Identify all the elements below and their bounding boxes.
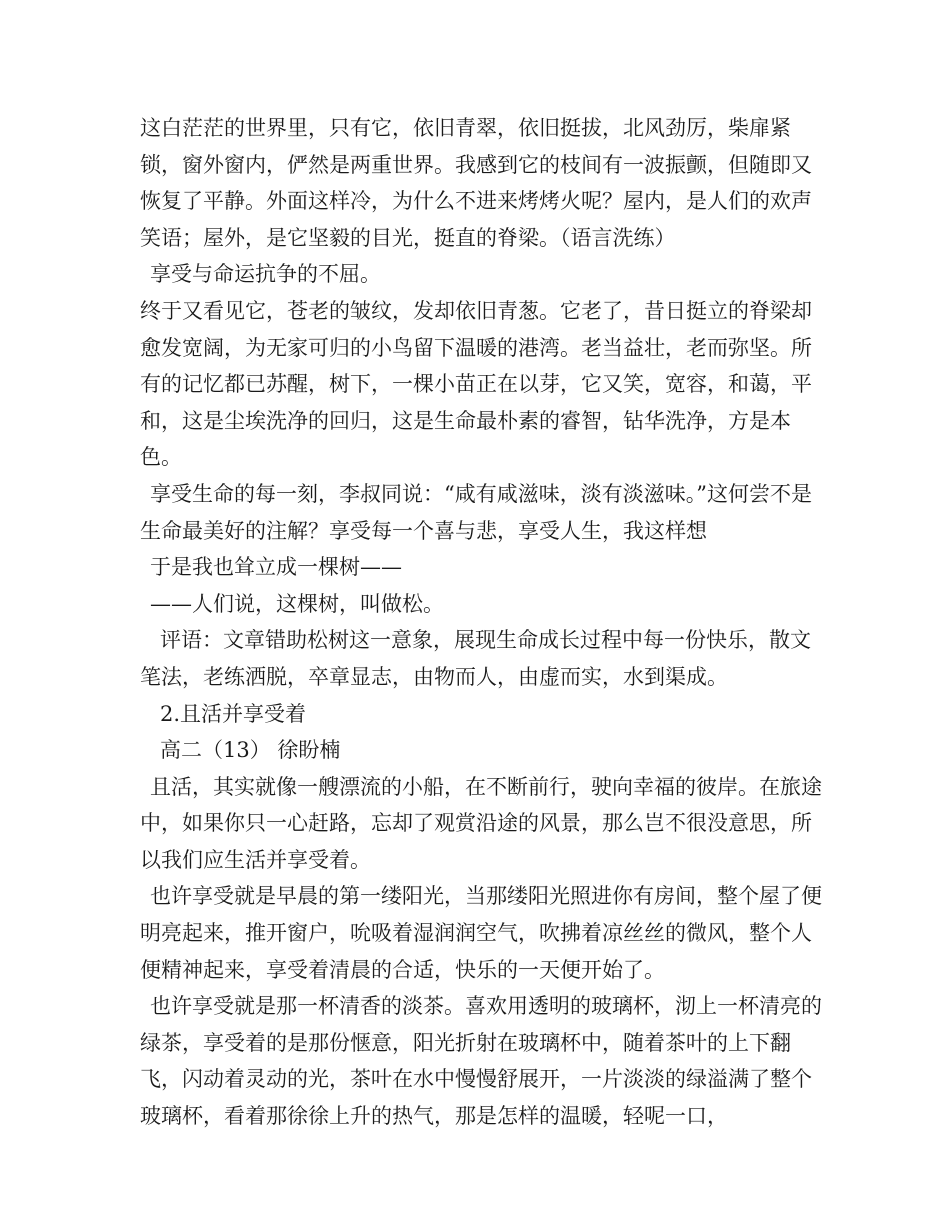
paragraph-boat: 且活，其实就像一艘漂流的小船，在不断前行，驶向幸福的彼岸。在旅途中，如果你只一心赶路，忘却了观赏沿途的风景，那么岂不很没意思，所以我们应生活并享受着。	[140, 774, 822, 872]
essay-title: 2.且活并享受着	[160, 701, 307, 726]
paragraph-tea: 也许享受就是那一杯清香的淡茶。喜欢用透明的玻璃杯，沏上一杯清亮的绿茶，享受着的是那份惬意，阳光折射在玻璃杯中，随着茶叶的上下翻飞，闪动着灵动的光，茶叶在水中慢慢舒展开，一片淡淡的绿溢满了整个玻璃杯，看着那徐徐上升的热气，那是怎样的温暖，轻呢一口，	[140, 994, 822, 1129]
paragraph-comment: 评语：文章错助松树这一意象，展现生命成长过程中每一份快乐，散文笔法，老练洒脱，卒章显志，由物而人，由虚而实，水到渠成。	[140, 628, 811, 689]
paragraph-heading-struggle: 享受与命运抗争的不屈。	[150, 262, 381, 287]
essay-author: 高二（13） 徐盼楠	[160, 738, 341, 763]
document-body	[140, 110, 830, 1135]
paragraph-li-shutong: 享受生命的每一刻，李叔同说：“咸有咸滋味，淡有淡滋味。”这何尝不是生命最美好的注解？享受每一个喜与悲，享受人生，我这样想	[140, 481, 812, 543]
paragraph-called-pine: ——人们说，这棵树，叫做松。	[150, 591, 444, 616]
paragraph-old-pine: 终于又看见它，苍老的皱纹，发却依旧青葱。它老了，昔日挺立的脊梁却愈发宽阔，为无家可归的小鸟留下温暖的港湾。老当益壮，老而弥坚。所有的记忆都已苏醒，树下，一棵小苗正在以芽，它又笑，宽容，和蔼，平和，这是尘埃洗净的回归，这是生命最朴素的睿智，钻华洗净，方是本色。	[140, 298, 812, 470]
paragraph-winter-pine: 这白茫茫的世界里，只有它，依旧青翠，依旧挺拔，北风劲厉，柴扉紧锁，窗外窗内，俨然是两重世界。我感到它的枝间有一波振颤，但随即又恢复了平静。外面这样冷，为什么不进来烤烤火呢？屋内，是人们的欢声笑语；屋外，是它坚毅的目光，挺直的脊梁。（语言洗练）	[140, 116, 812, 250]
paragraph-sunlight: 也许享受就是早晨的第一缕阳光，当那缕阳光照进你有房间，整个屋了便明亮起来，推开窗户，吮吸着湿润润空气，吹拂着凉丝丝的微风，整个人便精神起来，享受着清晨的合适，快乐的一天便开始了。	[140, 884, 822, 982]
paragraph-become-tree: 于是我也耸立成一棵树——	[150, 555, 402, 580]
